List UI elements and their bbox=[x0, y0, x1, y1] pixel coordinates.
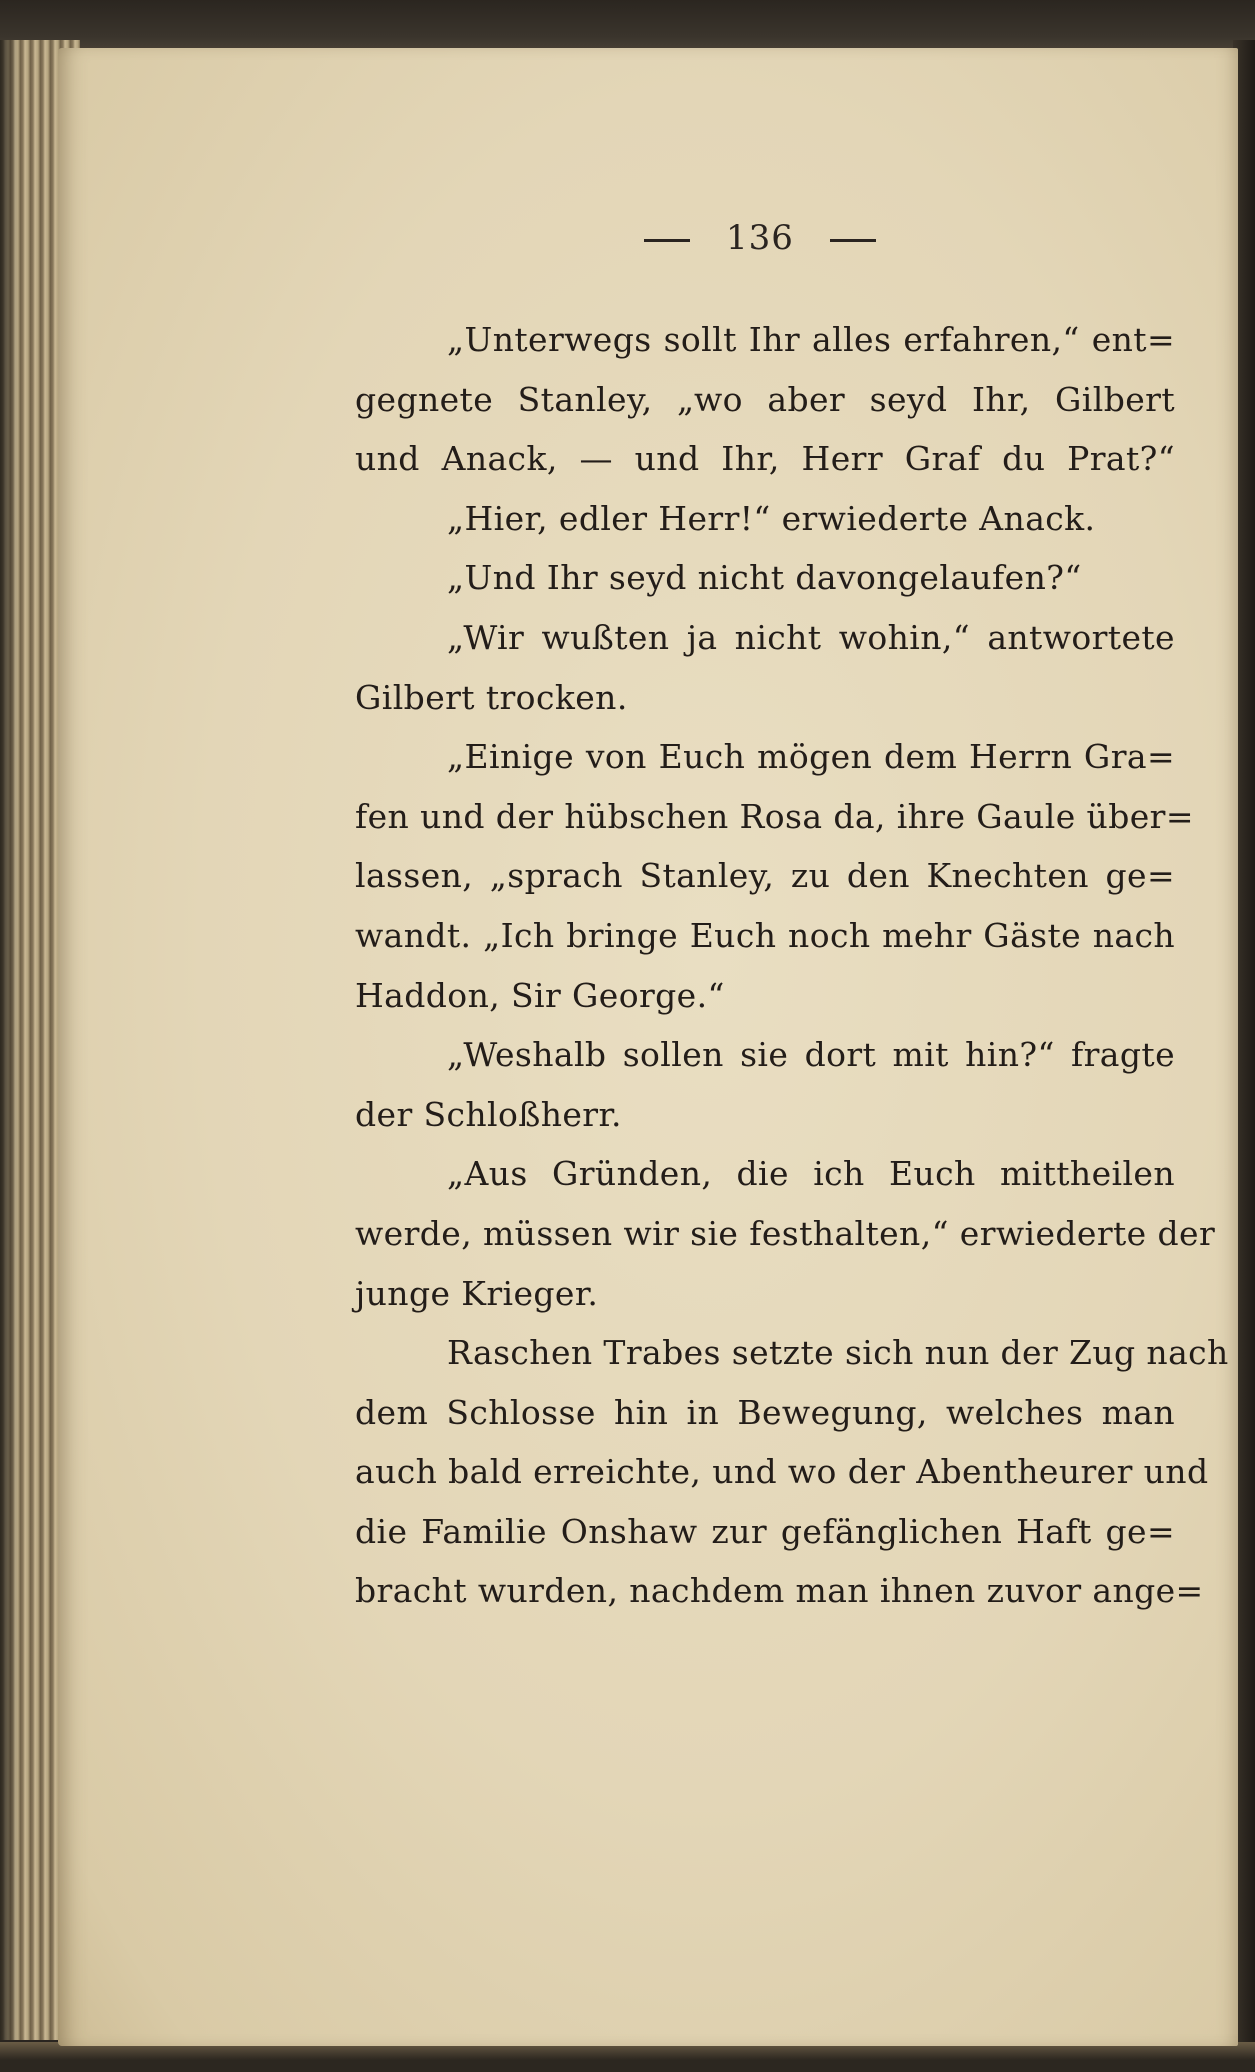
text-line: dem Schlosse hin in Bewegung, welches man bbox=[355, 1392, 1175, 1432]
text-line: „Wir wußten ja nicht wohin,“ antwortete bbox=[447, 617, 1175, 657]
text-line: die Familie Onshaw zur gefänglichen Haft ge= bbox=[355, 1511, 1175, 1551]
text-line: werde, müssen wir sie festhalten,“ erwiederte der bbox=[355, 1213, 1216, 1253]
text-line: Haddon, Sir George.“ bbox=[355, 975, 725, 1015]
text-line: auch bald erreichte, und wo der Abentheurer und bbox=[355, 1452, 1209, 1492]
body-text bbox=[355, 310, 1229, 1621]
text-line: und Anack, — und Ihr, Herr Graf du Prat?“ bbox=[355, 439, 1175, 479]
text-line: junge Krieger. bbox=[355, 1273, 599, 1313]
text-line: „Unterwegs sollt Ihr alles erfahren,“ ent= bbox=[447, 320, 1175, 359]
text-line: bracht wurden, nachdem man ihnen zuvor ange= bbox=[355, 1571, 1204, 1611]
text-line: fen und der hübschen Rosa da, ihre Gaule über= bbox=[355, 796, 1194, 836]
page-header bbox=[560, 218, 960, 258]
page-number: 136 bbox=[726, 218, 794, 258]
text-line: Gilbert trocken. bbox=[355, 677, 628, 717]
binding-shadow bbox=[0, 40, 18, 2040]
book-top-edge bbox=[0, 0, 1255, 52]
text-line: „Weshalb sollen sie dort mit hin?“ fragte bbox=[447, 1035, 1175, 1075]
text-line: lassen, „sprach Stanley, zu den Knechten ge= bbox=[355, 856, 1175, 896]
text-line: „Einige von Euch mögen dem Herrn Gra= bbox=[447, 737, 1175, 777]
header-dash-left bbox=[644, 239, 690, 242]
book-bottom-edge bbox=[0, 2042, 1255, 2072]
text-line: „Und Ihr seyd nicht davongelaufen?“ bbox=[447, 558, 1082, 598]
text-line: der Schloßherr. bbox=[355, 1094, 622, 1134]
header-dash-right bbox=[830, 239, 876, 242]
text-line: „Hier, edler Herr!“ erwiederte Anack. bbox=[447, 498, 1096, 538]
text-line: „Aus Gründen, die ich Euch mittheilen bbox=[447, 1154, 1175, 1194]
text-line: gegnete Stanley, „wo aber seyd Ihr, Gilbert bbox=[355, 379, 1175, 419]
text-line: wandt. „Ich bringe Euch noch mehr Gäste nach bbox=[355, 915, 1175, 955]
text-line: Raschen Trabes setzte sich nun der Zug nach bbox=[447, 1333, 1229, 1373]
